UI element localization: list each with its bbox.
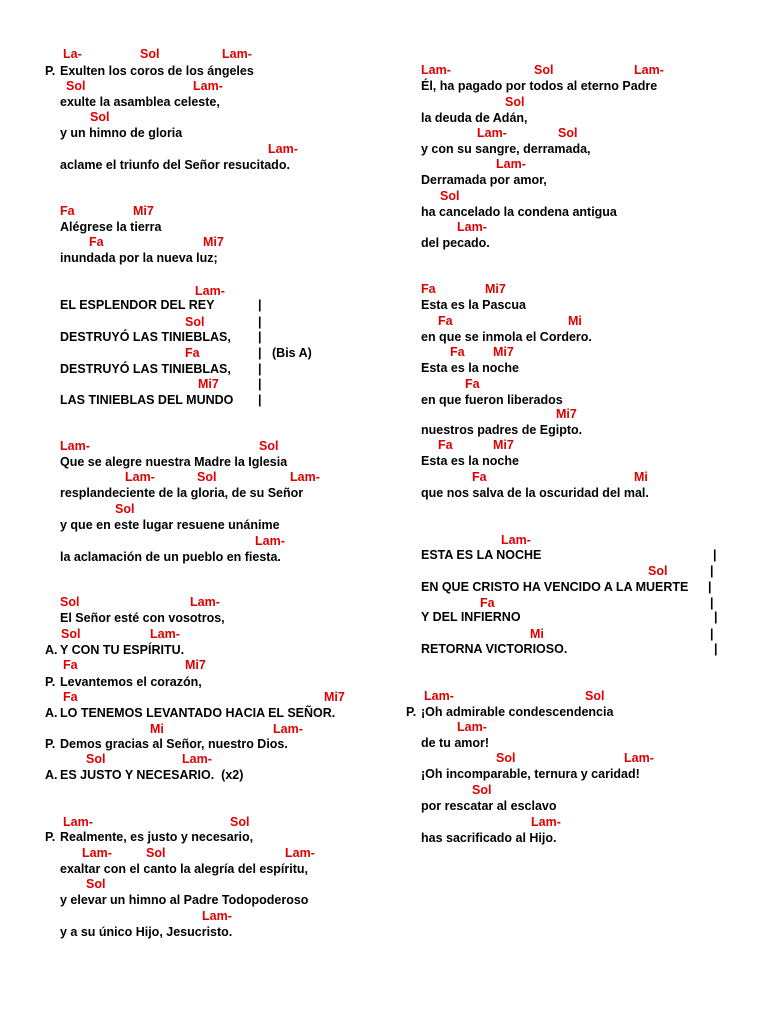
chord: Fa [480, 596, 495, 610]
lyric-text: LO TENEMOS LEVANTADO HACIA EL SEÑOR. [60, 706, 336, 720]
chord-line [390, 219, 768, 235]
chord-line [390, 782, 768, 798]
chord: Lam- [424, 689, 454, 703]
lyric-line [0, 892, 390, 908]
chord-line [390, 376, 768, 392]
chord: Fa [450, 345, 465, 359]
repeat-note: (Bis A) [272, 346, 312, 360]
chord: Mi [530, 627, 544, 641]
lyric-line [390, 141, 768, 157]
lyric-text: nuestros padres de Egipto. [421, 423, 583, 437]
chord: Lam- [190, 595, 220, 609]
lyric-line [0, 642, 390, 658]
speaker-prefix: A. [45, 643, 58, 657]
chord: Mi7 [493, 345, 514, 359]
lyric-line [0, 329, 390, 345]
lyric-text: Él, ha pagado por todos al eterno Padre [421, 79, 658, 93]
chord-line [0, 109, 390, 125]
chord: Sol [440, 189, 460, 203]
chord: Sol [60, 595, 80, 609]
chord-line [0, 469, 390, 485]
lyric-line [390, 110, 768, 126]
chord: Lam- [290, 470, 320, 484]
chord: Lam- [255, 534, 285, 548]
chord-line [0, 908, 390, 924]
lyric-line [0, 767, 390, 783]
lyric-text: Esta es la noche [421, 361, 519, 375]
chord: Lam- [501, 533, 531, 547]
lyric-text: aclame el triunfo del Señor resucitado. [60, 158, 290, 172]
lyric-text: ESTA ES LA NOCHE [421, 548, 542, 562]
chord: Lam- [421, 63, 451, 77]
lyric-text: Demos gracias al Señor, nuestro Dios. [60, 737, 288, 751]
chord: Sol [66, 79, 86, 93]
lyric-line [390, 329, 768, 345]
chord-line [390, 626, 768, 642]
chord-line [0, 657, 390, 673]
repeat-bar: | [710, 627, 714, 641]
chord: Lam- [193, 79, 223, 93]
repeat-bar: | [258, 346, 262, 360]
chord-line [390, 719, 768, 735]
lyric-line [390, 579, 768, 595]
repeat-bar: | [258, 330, 262, 344]
speaker-prefix: P. [45, 64, 56, 78]
chord: Lam- [202, 909, 232, 923]
chord: Sol [558, 126, 578, 140]
chord-line [0, 376, 390, 392]
lyric-text: y que en este lugar resuene unánime [60, 518, 280, 532]
lyric-line [0, 736, 390, 752]
chord: Sol [230, 815, 250, 829]
lyric-line [390, 609, 768, 625]
chord: Lam- [82, 846, 112, 860]
lyric-line [0, 250, 390, 266]
chord: Sol [472, 783, 492, 797]
lyric-text: Exulten los coros de los ángeles [60, 64, 254, 78]
repeat-bar: | [258, 362, 262, 376]
chord: Mi7 [485, 282, 506, 296]
chord: Lam- [496, 157, 526, 171]
lyric-line [390, 422, 768, 438]
lyric-text: la deuda de Adán, [421, 111, 528, 125]
lyric-text: y un himno de gloria [60, 126, 183, 140]
chord: Lam- [63, 815, 93, 829]
lyric-text: ES JUSTO Y NECESARIO. (x2) [60, 768, 244, 782]
chord: Mi [150, 722, 164, 736]
chord: Sol [146, 846, 166, 860]
lyric-line [0, 861, 390, 877]
chord: Lam- [222, 47, 252, 61]
chord: Mi [634, 470, 648, 484]
lyric-text: Alégrese la tierra [60, 220, 162, 234]
lyric-line [390, 172, 768, 188]
lyric-text: DESTRUYÓ LAS TINIEBLAS, [60, 362, 231, 376]
lyric-line [390, 735, 768, 751]
repeat-bar: | [258, 315, 262, 329]
chord: Lam- [195, 284, 225, 298]
lyric-text: LAS TINIEBLAS DEL MUNDO [60, 393, 234, 407]
chord: Sol [585, 689, 605, 703]
lyric-line [0, 392, 390, 408]
chord: Fa [63, 690, 78, 704]
chord: Lam- [624, 751, 654, 765]
lyric-text: en que fueron liberados [421, 393, 563, 407]
lyric-text: ha cancelado la condena antigua [421, 205, 617, 219]
repeat-bar: | [710, 596, 714, 610]
lyric-line [390, 235, 768, 251]
lyric-text: DESTRUYÓ LAS TINIEBLAS, [60, 330, 231, 344]
lyric-text: inundada por la nueva luz; [60, 251, 218, 265]
lyric-text: Esta es la Pascua [421, 298, 526, 312]
chord: Fa [438, 438, 453, 452]
lyric-text: por rescatar al esclavo [421, 799, 557, 813]
chord: Fa [60, 204, 75, 218]
lyric-line [0, 63, 390, 79]
chord: Sol [534, 63, 554, 77]
chord: Lam- [634, 63, 664, 77]
lyric-line [0, 125, 390, 141]
chord: Lam- [457, 220, 487, 234]
chord: Fa [472, 470, 487, 484]
chord: Mi7 [133, 204, 154, 218]
lyric-text: y a su único Hijo, Jesucristo. [60, 925, 233, 939]
lyric-line [390, 830, 768, 846]
chord-line [0, 533, 390, 549]
lyric-line [390, 453, 768, 469]
lyric-text: El Señor esté con vosotros, [60, 611, 225, 625]
chord: Fa [89, 235, 104, 249]
lyric-line [390, 78, 768, 94]
lyric-text: RETORNA VICTORIOSO. [421, 642, 568, 656]
chord: Lam- [60, 439, 90, 453]
chord: Sol [185, 315, 205, 329]
chord-line [390, 125, 768, 141]
chord: Sol [86, 877, 106, 891]
speaker-prefix: P. [45, 675, 56, 689]
chord-line [0, 438, 390, 454]
chord: Lam- [125, 470, 155, 484]
chord-line [0, 345, 390, 361]
repeat-bar: | [708, 580, 712, 594]
chord-line [0, 845, 390, 861]
lyric-line [390, 204, 768, 220]
chord: Fa [185, 346, 200, 360]
lyric-text: ¡Oh admirable condescendencia [421, 705, 614, 719]
chord-line [390, 344, 768, 360]
chord: Sol [648, 564, 668, 578]
lyric-text: EL ESPLENDOR DEL REY [60, 298, 215, 312]
chord: La- [63, 47, 82, 61]
speaker-prefix: A. [45, 768, 58, 782]
chord: Sol [86, 752, 106, 766]
speaker-prefix: P. [406, 705, 417, 719]
lyric-text: has sacrificado al Hijo. [421, 831, 557, 845]
lyric-line [0, 94, 390, 110]
lyric-text: Esta es la noche [421, 454, 519, 468]
lyric-text: Y DEL INFIERNO [421, 610, 521, 624]
lyric-text: y con su sangre, derramada, [421, 142, 591, 156]
lyric-text: resplandeciente de la gloria, de su Señor [60, 486, 304, 500]
chord: Fa [421, 282, 436, 296]
chord-line [390, 688, 768, 704]
chord: Lam- [268, 142, 298, 156]
chord-line [390, 532, 768, 548]
lyric-text: del pecado. [421, 236, 490, 250]
chord: Lam- [150, 627, 180, 641]
lyric-line [390, 360, 768, 376]
chord: Lam- [457, 720, 487, 734]
repeat-bar: | [713, 548, 717, 562]
chord: Lam- [477, 126, 507, 140]
lyric-line [390, 547, 768, 563]
lyric-line [390, 485, 768, 501]
lyric-line [390, 766, 768, 782]
repeat-bar: | [710, 564, 714, 578]
lyric-text: y elevar un himno al Padre Todopoderoso [60, 893, 309, 907]
chord: Mi7 [324, 690, 345, 704]
chord: Sol [140, 47, 160, 61]
lyric-text: Derramada por amor, [421, 173, 547, 187]
chord-line [0, 46, 390, 62]
lyric-line [0, 297, 390, 313]
chord: Lam- [531, 815, 561, 829]
chord: Sol [115, 502, 135, 516]
lyric-text: de tu amor! [421, 736, 490, 750]
chord-line [390, 281, 768, 297]
lyric-line [0, 157, 390, 173]
chord: Fa [465, 377, 480, 391]
chord: Sol [259, 439, 279, 453]
lyric-text: exulte la asamblea celeste, [60, 95, 220, 109]
lyric-line [0, 924, 390, 940]
chord: Fa [63, 658, 78, 672]
lyric-line [0, 361, 390, 377]
lyric-text: Que se alegre nuestra Madre la Iglesia [60, 455, 288, 469]
chord-line [0, 751, 390, 767]
chord: Sol [61, 627, 81, 641]
chord: Mi [568, 314, 582, 328]
chord-line [390, 406, 768, 422]
chord-line [390, 563, 768, 579]
chord-line [390, 313, 768, 329]
lyric-line [0, 705, 390, 721]
chord: Mi7 [556, 407, 577, 421]
speaker-prefix: A. [45, 706, 58, 720]
chord-line [0, 203, 390, 219]
chord-line [0, 314, 390, 330]
chord: Mi7 [185, 658, 206, 672]
repeat-bar: | [258, 377, 262, 391]
chord-line [0, 689, 390, 705]
chord-line [0, 234, 390, 250]
lyric-text: la aclamación de un pueblo en fiesta. [60, 550, 281, 564]
chord-line [390, 188, 768, 204]
lyric-text: Realmente, es justo y necesario, [60, 830, 254, 844]
chord-line [0, 594, 390, 610]
lyric-line [0, 219, 390, 235]
lyric-line [0, 549, 390, 565]
chord-line [390, 750, 768, 766]
chord-line [390, 94, 768, 110]
repeat-bar: | [258, 393, 262, 407]
chord-line [0, 876, 390, 892]
repeat-bar: | [714, 610, 718, 624]
lyric-text: exaltar con el canto la alegría del espíritu, [60, 862, 309, 876]
chord-line [390, 156, 768, 172]
speaker-prefix: P. [45, 737, 56, 751]
repeat-bar: | [258, 298, 262, 312]
chord: Sol [197, 470, 217, 484]
chord-line [390, 437, 768, 453]
chord: Mi7 [493, 438, 514, 452]
lyric-line [0, 610, 390, 626]
speaker-prefix: P. [45, 830, 56, 844]
chord: Mi7 [203, 235, 224, 249]
repeat-bar: | [714, 642, 718, 656]
chord-line [0, 501, 390, 517]
lyric-line [390, 297, 768, 313]
lyric-text: que nos salva de la oscuridad del mal. [421, 486, 649, 500]
lyric-text: en que se inmola el Cordero. [421, 330, 592, 344]
chord: Lam- [182, 752, 212, 766]
chord: Sol [90, 110, 110, 124]
lyric-line [390, 704, 768, 720]
chord: Lam- [285, 846, 315, 860]
lyric-line [390, 641, 768, 657]
lyric-line [0, 454, 390, 470]
chord: Mi7 [198, 377, 219, 391]
chord-line [0, 721, 390, 737]
lyric-text: EN QUE CRISTO HA VENCIDO A LA MUERTE [421, 580, 689, 594]
chord-line [390, 62, 768, 78]
lyric-line [0, 517, 390, 533]
lyric-line [390, 798, 768, 814]
lyric-text: ¡Oh incomparable, ternura y caridad! [421, 767, 640, 781]
lyric-text: Levantemos el corazón, [60, 675, 202, 689]
chord: Fa [438, 314, 453, 328]
lyric-line [0, 829, 390, 845]
chord-line [0, 626, 390, 642]
lyric-line [0, 674, 390, 690]
chord: Lam- [273, 722, 303, 736]
chord: Sol [496, 751, 516, 765]
lyric-text: Y CON TU ESPÍRITU. [60, 643, 185, 657]
chord-line [0, 78, 390, 94]
chord-line [390, 814, 768, 830]
chord: Sol [505, 95, 525, 109]
chord-line [0, 141, 390, 157]
lyric-line [0, 485, 390, 501]
chord-line [0, 814, 390, 830]
chord-line [390, 469, 768, 485]
